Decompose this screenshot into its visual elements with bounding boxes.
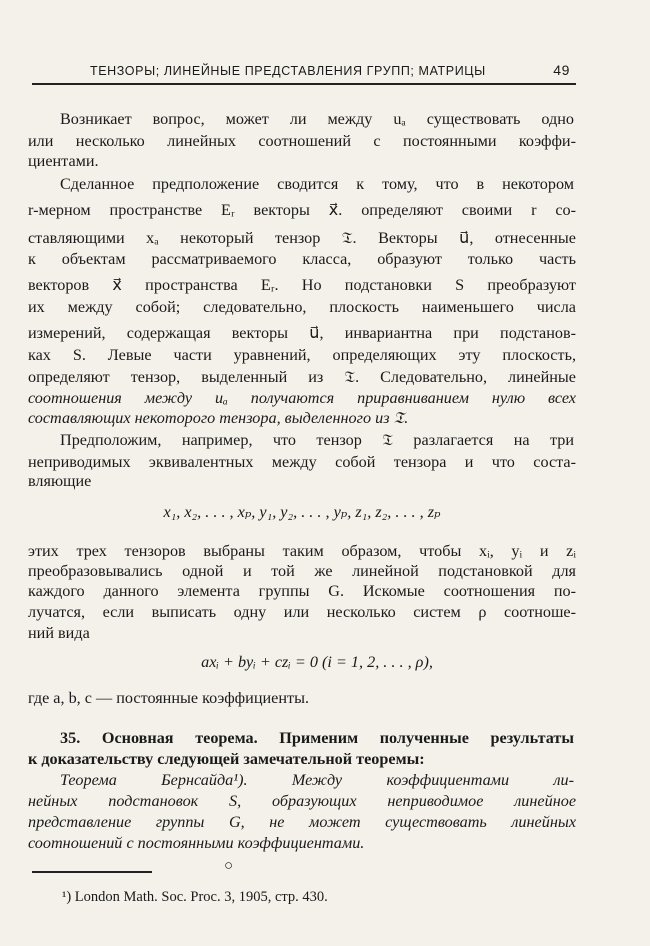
section-heading: 35. Основная теорема. Применим полученные результаты	[60, 729, 574, 747]
text-line: вляющие	[28, 472, 92, 490]
text-line: Возникает вопрос, может ли между uₐ существовать одно	[60, 110, 574, 128]
text-line: циентами.	[28, 152, 99, 170]
header-rule	[32, 83, 576, 85]
text-line: составляющих некоторого тензора, выделенного из 𝔗.	[28, 409, 409, 427]
theorem-line: Теорема Бернсайда¹). Между коэффициентами ли-	[60, 771, 574, 789]
text-line: этих трех тензоров выбраны таким образом, чтобы xᵢ, yᵢ и zᵢ	[28, 542, 576, 560]
text-line: векторов x⃗ пространства Eᵣ. Но подстановки S преобразуют	[28, 276, 576, 294]
circle-mark: ○	[224, 858, 234, 874]
formula-equation: axᵢ + byᵢ + czᵢ = 0 (i = 1, 2, . . . , ρ),	[201, 653, 433, 671]
footnote: ¹) London Math. Soc. Proc. 3, 1905, стр. 430.	[62, 889, 328, 905]
text-line: ний вида	[28, 624, 90, 642]
theorem-line: представление группы G, не может существовать линейных	[28, 813, 576, 831]
text-line: Предположим, например, что тензор 𝔗 разлагается на три	[60, 431, 574, 449]
text-line: к объектам рассматриваемого класса, образуют только часть	[28, 250, 576, 268]
text-line: преобразовывались одной и той же линейной подстановкой для	[28, 562, 576, 580]
text-line: лучатся, если выписать одну или несколько систем ρ соотноше-	[28, 603, 576, 621]
text-line: измерений, содержащая векторы u⃗, инвариантна при подстанов-	[28, 324, 576, 342]
footnote-rule	[32, 871, 152, 873]
text-line: к доказательству следующей замечательной теоремы:	[28, 750, 425, 768]
theorem-line: нейных подстановок S, образующих неприводимое линейное	[28, 792, 576, 810]
text-line: Сделанное предположение сводится к тому, что в некотором	[60, 175, 574, 193]
text-line: где a, b, c — постоянные коэффициенты.	[28, 689, 310, 707]
page-number: 49	[553, 62, 570, 78]
text-line: их между собой; следовательно, плоскость наименьшего числа	[28, 298, 576, 316]
text-line: неприводимых эквивалентных между собой тензора и что соста-	[28, 453, 576, 471]
text-line: определяют тензор, выделенный из 𝔗. Следовательно, линейные	[28, 368, 576, 386]
text-line: ставляющими xₐ некоторый тензор 𝔗. Векторы u⃗, отнесенные	[28, 229, 576, 247]
header-title: ТЕНЗОРЫ; ЛИНЕЙНЫЕ ПРЕДСТАВЛЕНИЯ ГРУПП; МАТРИЦЫ	[90, 64, 486, 78]
text-line: соотношения между uₐ получаются приравниванием нулю всех	[28, 389, 576, 407]
formula-variables: x₁, x₂, . . . , xₚ, y₁, y₂, . . . , yₚ, z₁, z₂, . . . , zₚ	[163, 503, 441, 521]
theorem-line: соотношений с постоянными коэффициентами.	[28, 834, 365, 852]
text-line: каждого данного элемента группы G. Искомые соотношения по-	[28, 582, 576, 600]
text-line: r-мерном пространстве Eᵣ векторы x⃗. определяют своими r со-	[28, 201, 576, 219]
text-line: ках S. Левые части уравнений, определяющих эту плоскость,	[28, 346, 576, 364]
text-line: или несколько линейных соотношений с постоянными коэффи-	[28, 132, 576, 150]
